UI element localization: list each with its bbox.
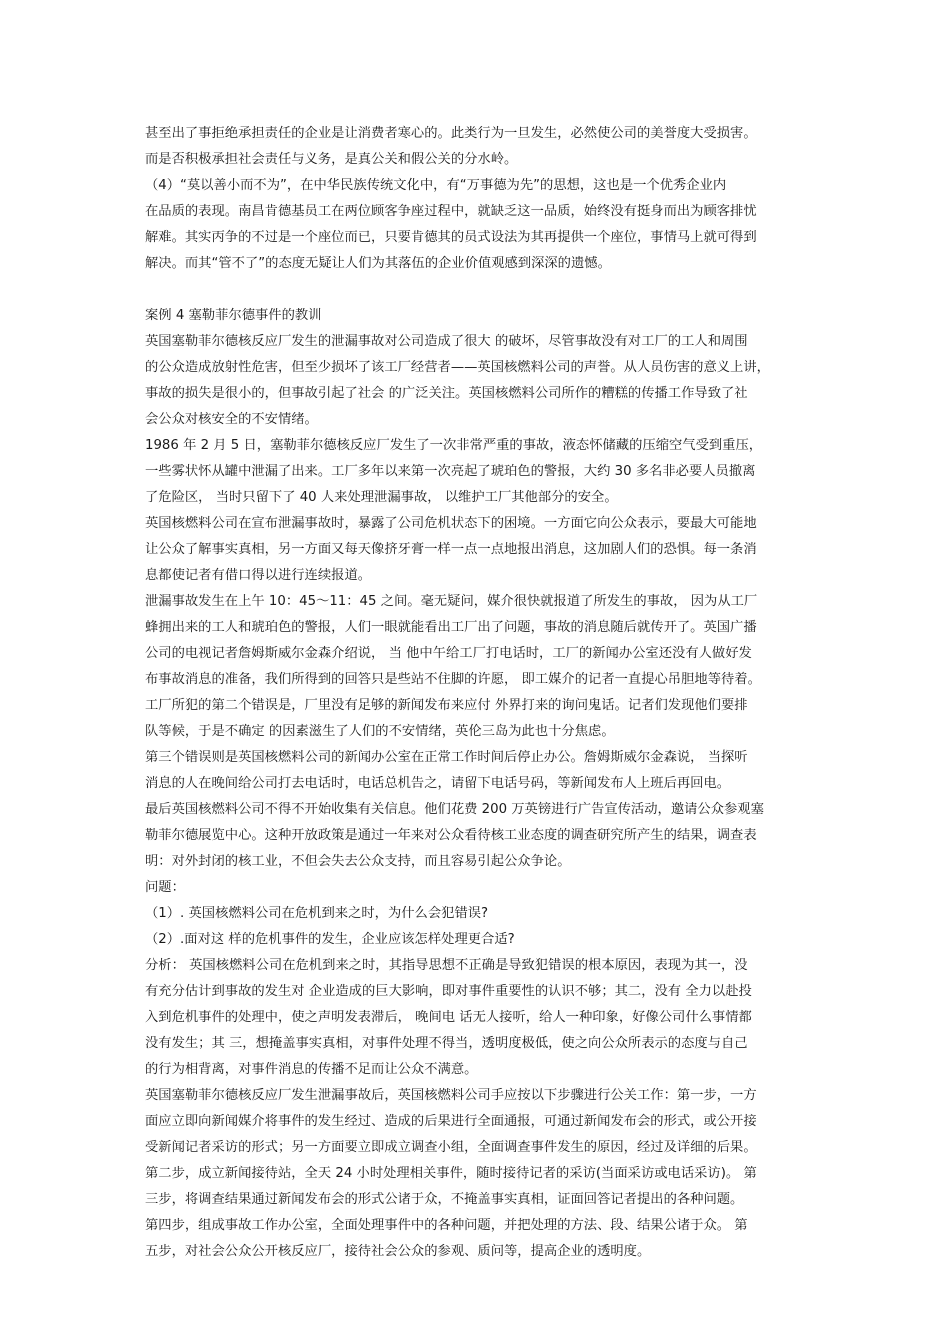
- paragraph-line: 布事故消息的准备，我们所得到的回答只是些站不住脚的许愿， 即工媒介的记者一直提心吊胆地等待着。: [145, 672, 761, 687]
- paragraph-line: 会公众对核安全的不安情绪。: [145, 412, 318, 427]
- paragraph-line: 甚至出了事拒绝承担责任的企业是让消费者寒心的。此类行为一旦发生，必然使公司的美誉度大受损害。: [145, 126, 757, 141]
- questions-label: 问题：: [145, 880, 185, 895]
- paragraph-line: 第二步，成立新闻接待站，全天 24 小时处理相关事件，随时接待记者的采访(当面采访或电话采访)。 第: [145, 1166, 757, 1181]
- paragraph-line: 的公众造成放射性危害，但至少损坏了该工厂经营者——英国核燃料公司的声誉。从人员伤害的意义上讲，: [145, 360, 770, 375]
- paragraph-line: 解决。而其“管不了”的态度无疑让人们为其落伍的企业价值观感到深深的遗憾。: [145, 256, 611, 271]
- paragraph-line: 三步，将调查结果通过新闻发布会的形式公诸于众，不掩盖事实真相，证面回答记者提出的各种问题。: [145, 1192, 744, 1207]
- paragraph-line: 英国核燃料公司在宣布泄漏事故时，暴露了公司危机状态下的困境。一方面它向公众表示，要最大可能地: [145, 516, 757, 531]
- document-body: [145, 121, 825, 1265]
- paragraph-line: 五步，对社会公众公开核反应厂，接待社会公众的参观、质问等，提高企业的透明度。: [145, 1244, 651, 1259]
- case-title: 案例 4 塞勒菲尔德事件的教训: [145, 308, 322, 323]
- question-item: （1）. 英国核燃料公司在危机到来之时，为什么会犯错误?: [145, 906, 489, 921]
- paragraph-line: 没有发生；其 三，想掩盖事实真相，对事件处理不得当，透明度极低，使之向公众所表示的态度与自己: [145, 1036, 748, 1051]
- case-4-section: [145, 303, 825, 1265]
- paragraph-line: 第四步，组成事故工作办公室，全面处理事件中的各种问题，并把处理的方法、段、结果公诸于众。 第: [145, 1218, 748, 1233]
- paragraph-line: 一些雾状怀从罐中泄漏了出来。工厂多年以来第一次亮起了琥珀色的警报，大约 30 多名非必要人员撤离: [145, 464, 756, 479]
- paragraph-line: 息都使记者有借口得以进行连续报道。: [145, 568, 372, 583]
- paragraph-line: 了危险区， 当时只留下了 40 人来处理泄漏事故， 以维护工厂其他部分的安全。: [145, 490, 618, 505]
- paragraph-line: 英国塞勒菲尔德核反应厂发生泄漏事故后，英国核燃料公司手应按以下步骤进行公关工作：第一步，一方: [145, 1088, 757, 1103]
- paragraph-line: 而是否积极承担社会责任与义务，是真公关和假公关的分水岭。: [145, 152, 518, 167]
- paragraph-line: 1986 年 2 月 5 日，塞勒菲尔德核反应厂发生了一次非常严重的事故，液态怀储藏的压缩空气受到重压，: [145, 438, 763, 453]
- paragraph-line: 让公众了解事实真相，另一方面又每天像挤牙膏一样一点一点地报出消息，这加剧人们的恐惧。每一条消: [145, 542, 757, 557]
- paragraph-line: 消息的人在晚间给公司打去电话时，电话总机告之，请留下电话号码，等新闻发布人上班后再回电。: [145, 776, 731, 791]
- paragraph-line: 分析： 英国核燃料公司在危机到来之时，其指导思想不正确是导致犯错误的根本原因，表现为其一，没: [145, 958, 748, 973]
- paragraph-line: 队等候，于是不确定 的因素滋生了人们的不安情绪，英伦三岛为此也十分焦虑。: [145, 724, 615, 739]
- paragraph-line: 蜂拥出来的工人和琥珀色的警报，人们一眼就能看出工厂出了问题，事故的消息随后就传开了。英国广播: [145, 620, 757, 635]
- paragraph-line: 第三个错误则是英国核燃料公司的新闻办公室在正常工作时间后停止办公。詹姆斯威尔金森说， 当探听: [145, 750, 748, 765]
- paragraph-line: 入到危机事件的处理中，使之声明发表滞后， 晚间电 话无人接听，给人一种印象，好像公司什么事情都: [145, 1010, 752, 1025]
- question-item: （2）.面对这 样的危机事件的发生，企业应该怎样处理更合适?: [145, 932, 515, 947]
- paragraph-line: 勒菲尔德展览中心。这种开放政策是通过一年来对公众看待核工业态度的调查研究所产生的结果，调查表: [145, 828, 757, 843]
- paragraph-line: 有充分估计到事故的发生对 企业造成的巨大影响，即对事件重要性的认识不够；其二，没有 全力以赴投: [145, 984, 752, 999]
- paragraph-line: 工厂所犯的第二个错误是，厂里没有足够的新闻发布来应付 外界打来的询问鬼话。记者们发现他们要排: [145, 698, 748, 713]
- paragraph-line: 事故的损失是很小的，但事故引起了社会 的广泛关注。英国核燃料公司所作的糟糕的传播工作导致了社: [145, 386, 748, 401]
- spacer: [145, 277, 825, 303]
- paragraph-line: 泄漏事故发生在上午 10：45～11：45 之间。毫无疑问，媒介很快就报道了所发生的事故， 因为从工厂: [145, 594, 758, 609]
- section-continuation: [145, 121, 825, 277]
- paragraph-line: 公司的电视记者詹姆斯威尔金森介绍说， 当 他中午给工厂打电话时，工厂的新闻办公室还没有人做好发: [145, 646, 752, 661]
- paragraph-line: 受新闻记者采访的形式；另一方面要立即成立调查小组，全面调查事件发生的原因，经过及详细的后果。: [145, 1140, 757, 1155]
- paragraph-line: 的行为相背离，对事件消息的传播不足而让公众不满意。: [145, 1062, 478, 1077]
- paragraph-line: 最后英国核燃料公司不得不开始收集有关信息。他们花费 200 万英镑进行广告宣传活动，邀请公众参观塞: [145, 802, 764, 817]
- paragraph-line: 面应立即向新闻媒介将事件的发生经过、造成的后果进行全面通报，可通过新闻发布会的形式，或公开接: [145, 1114, 757, 1129]
- paragraph-line: 解难。其实丙争的不过是一个座位而已，只要肯德其的员式设法为其再提供一个座位，事情马上就可得到: [145, 230, 757, 245]
- paragraph-line: 英国塞勒菲尔德核反应厂发生的泄漏事故对公司造成了很大 的破坏，尽管事故没有对工厂的工人和周围: [145, 334, 748, 349]
- paragraph-line: 在品质的表现。南昌肯德基员工在两位顾客争座过程中，就缺乏这一品质，始终没有挺身而出为顾客排忧: [145, 204, 757, 219]
- paragraph-line: （4）“莫以善小而不为”，在中华民族传统文化中，有“万事德为先”的思想，这也是一个优秀企业内: [145, 178, 727, 193]
- paragraph-line: 明：对外封闭的核工业，不但会失去公众支持，而且容易引起公众争论。: [145, 854, 571, 869]
